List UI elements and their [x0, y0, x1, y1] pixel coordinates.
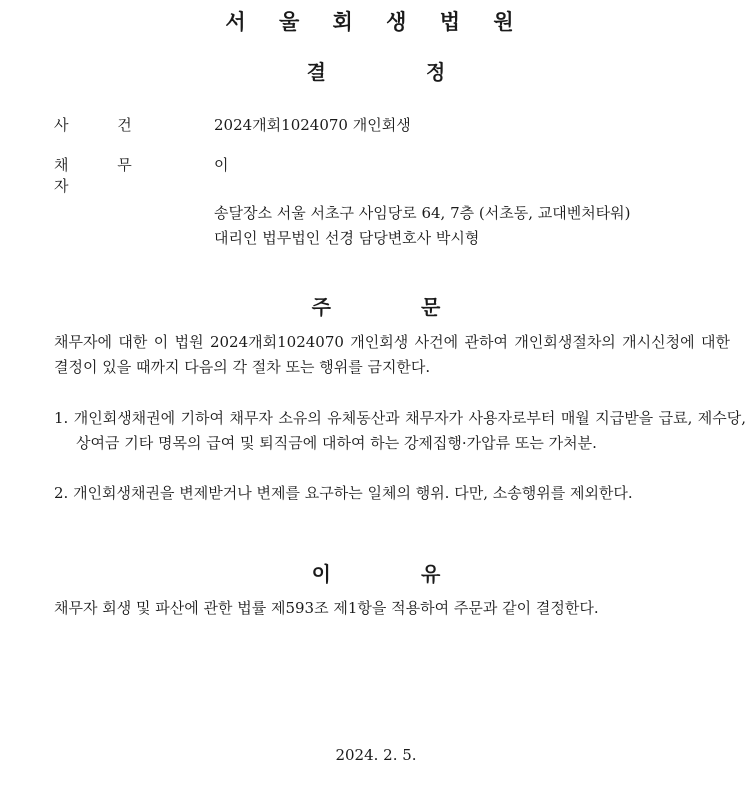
case-row	[54, 114, 411, 135]
reason-heading	[0, 558, 752, 587]
decision-heading-left: 결	[306, 60, 326, 84]
reason-text: 채무자 회생 및 파산에 관한 법률 제593조 제1항을 적용하여 주문과 같이 결정한다.	[54, 599, 599, 617]
order-item-2: 2. 개인회생채권을 변제받거나 변제를 요구하는 일체의 행위. 다만, 소송행위를 제외한다.	[54, 484, 633, 502]
decision-date: 2024. 2. 5.	[335, 746, 417, 764]
debtor-row	[54, 154, 229, 196]
reason-heading-right: 유	[421, 562, 441, 586]
order-item-1: 1. 개인회생채권에 기하여 채무자 소유의 유체동산과 채무자가 사용자로부터 매월 지급받을 급료, 제수당, 상여금 기타 명목의 급여 및 퇴직금에 대하여 하는 강제집행·가압류 또는 가처분.	[54, 409, 746, 452]
order-heading	[0, 291, 752, 320]
debtor-value: 이	[214, 156, 229, 174]
decision-heading-right: 정	[426, 60, 446, 84]
legal-agent: 대리인 법무법인 선경 담당변호사 박시형	[214, 229, 480, 247]
order-text: 채무자에 대한 이 법원 2024개회1024070 개인회생 사건에 관하여 개인회생절차의 개시신청에 대한 결정이 있을 때까지 다음의 각 절차 또는 행위를 금지한다.	[54, 333, 730, 376]
reason-heading-left: 이	[311, 562, 331, 586]
order-heading-left: 주	[311, 295, 331, 319]
court-name: 서 울 회 생 법 원	[225, 10, 527, 34]
debtor-label: 채 무 자	[54, 156, 154, 195]
case-value: 2024개회1024070 개인회생	[214, 116, 411, 134]
service-address: 송달장소 서울 서초구 사임당로 64, 7층 (서초동, 교대벤처타워)	[214, 204, 631, 222]
case-label: 사 건	[54, 116, 154, 134]
order-heading-right: 문	[421, 295, 441, 319]
decision-heading	[0, 56, 752, 85]
